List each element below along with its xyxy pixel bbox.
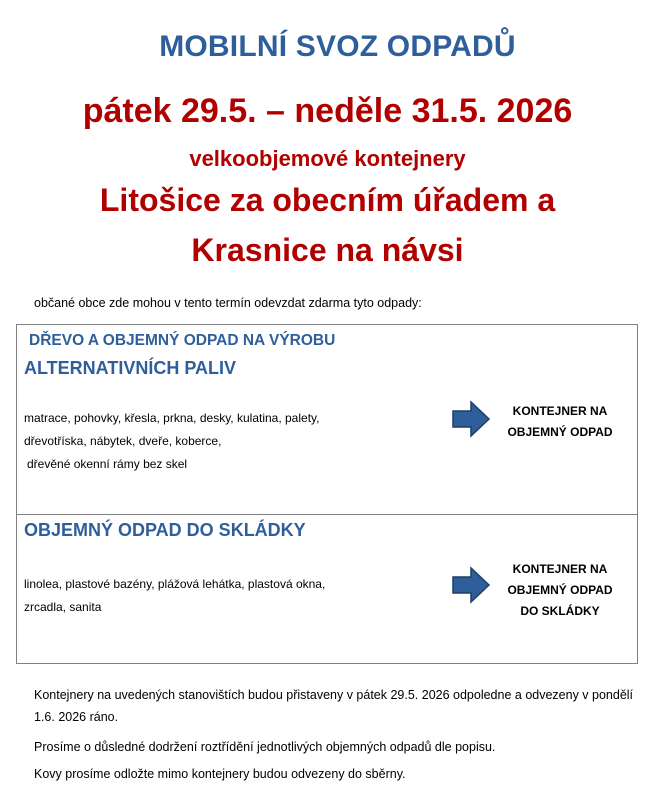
location-line-2: Krasnice na návsi xyxy=(191,232,464,268)
location-line-1: Litošice za obecním úřadem a xyxy=(99,182,556,218)
container-target xyxy=(495,401,625,443)
note-sorting: Prosíme o důsledné dodržení roztřídění jednotlivých objemných odpadů dle popisu. xyxy=(34,740,496,754)
note-metals: Kovy prosíme odložte mimo kontejnery budou odvezeny do sběrny. xyxy=(34,767,406,781)
event-subtitle: velkoobjemové kontejnery xyxy=(189,146,466,171)
right-arrow-icon xyxy=(451,565,491,605)
container-target-line: KONTEJNER NA xyxy=(512,404,608,418)
item-line: matrace, pohovky, křesla, prkna, desky, kulatina, palety, xyxy=(24,411,320,425)
category-items xyxy=(24,573,325,619)
item-line: linolea, plastové bazény, plážová lehátka, plastová okna, xyxy=(24,577,326,591)
event-date: pátek 29.5. – neděle 31.5. 2026 xyxy=(82,92,573,130)
intro-text: občané obce zde mohou v tento termín odevzdat zdarma tyto odpady: xyxy=(34,296,422,310)
category-box-landfill xyxy=(16,514,638,664)
category-heading: OBJEMNÝ ODPAD DO SKLÁDKY xyxy=(24,520,306,540)
note-schedule: Kontejnery na uvedených stanovištích budou přistaveny v pátek 29.5. 2026 odpoledne a odvezeny v pondělí 1.6. 2026 ráno. xyxy=(34,688,634,724)
item-line: zrcadla, sanita xyxy=(24,600,102,614)
category-box-wood xyxy=(16,324,638,515)
right-arrow-icon xyxy=(451,399,491,439)
container-target-line: OBJEMNÝ ODPAD xyxy=(507,425,613,439)
item-line: dřevotříska, nábytek, dveře, koberce, xyxy=(24,434,222,448)
category-items xyxy=(24,407,319,476)
item-line: dřevěné okenní rámy bez skel xyxy=(27,457,188,471)
category-heading-line-2: ALTERNATIVNÍCH PALIV xyxy=(24,358,236,378)
page-title: MOBILNÍ SVOZ ODPADŮ xyxy=(159,30,516,63)
container-target-line: OBJEMNÝ ODPAD xyxy=(507,583,613,597)
category-heading-line-1: DŘEVO A OBJEMNÝ ODPAD NA VÝROBU xyxy=(29,332,336,349)
container-target xyxy=(495,559,625,622)
container-target-line: DO SKLÁDKY xyxy=(520,604,600,618)
container-target-line: KONTEJNER NA xyxy=(512,562,608,576)
